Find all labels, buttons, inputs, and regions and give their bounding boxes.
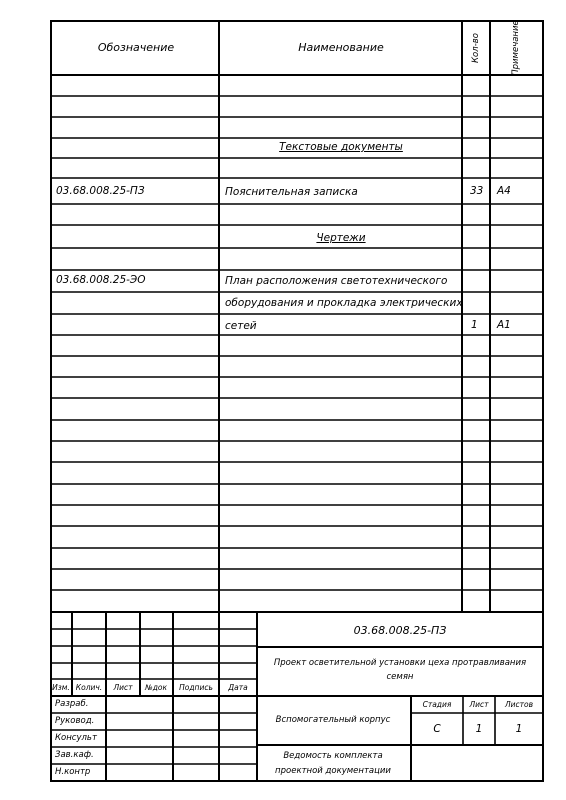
col-header-docnum: №док: [144, 683, 168, 692]
project-title-line2: семян: [386, 672, 414, 682]
col-header-change: Изм.: [52, 683, 70, 692]
building-name: Вспомогательный корпус: [275, 715, 391, 725]
role-norm-control: Н.контр: [55, 767, 91, 777]
row-name: План расположения светотехнического: [225, 275, 448, 287]
row-name: сетей: [225, 320, 257, 332]
section-title-text-docs: Текстовые документы: [279, 141, 403, 153]
col-header-sheet: Лист: [113, 683, 133, 692]
row-qty: 1: [471, 319, 478, 331]
sheet-value: 1: [475, 723, 483, 735]
note-header: Примечание: [510, 20, 521, 76]
role-supervisor: Руковод.: [55, 716, 95, 726]
document-code: 03.68.008.25-ПЗ: [353, 624, 447, 637]
section-title-drawings: Чертежи: [316, 232, 366, 244]
role-developer: Разраб.: [55, 699, 89, 709]
role-head-of-department: Зав.каф.: [55, 750, 94, 760]
document-title-line2: проектной документации: [275, 766, 391, 776]
sheets-label: Листов: [504, 700, 534, 709]
sheets-value: 1: [515, 723, 523, 735]
row-designation: 03.68.008.25-ЭО: [56, 274, 146, 286]
row-designation: 03.68.008.25-ПЗ: [56, 185, 145, 197]
col-header-date: Дата: [228, 683, 248, 692]
row-name: Пояснительная записка: [225, 186, 358, 198]
col-header-count: Колич.: [75, 683, 103, 692]
stage-label: Стадия: [422, 700, 452, 709]
row-name: оборудования и прокладка электрических: [225, 297, 463, 309]
role-consultant: Консульт: [55, 733, 97, 743]
row-note: А4: [497, 185, 511, 197]
stage-value: С: [433, 723, 441, 735]
col-header-signature: Подпись: [179, 683, 213, 692]
row-note: А1: [497, 319, 511, 331]
row-qty: 33: [470, 185, 484, 197]
document-title-line1: Ведомость комплекта: [283, 751, 383, 761]
qty-header: Кол-во: [470, 33, 481, 63]
project-title-line1: Проект осветительной установки цеха протравливания: [273, 658, 527, 668]
name-header: Наименование: [298, 41, 384, 54]
designation-header: Обозначение: [97, 41, 175, 54]
sheet-label: Лист: [469, 700, 489, 709]
